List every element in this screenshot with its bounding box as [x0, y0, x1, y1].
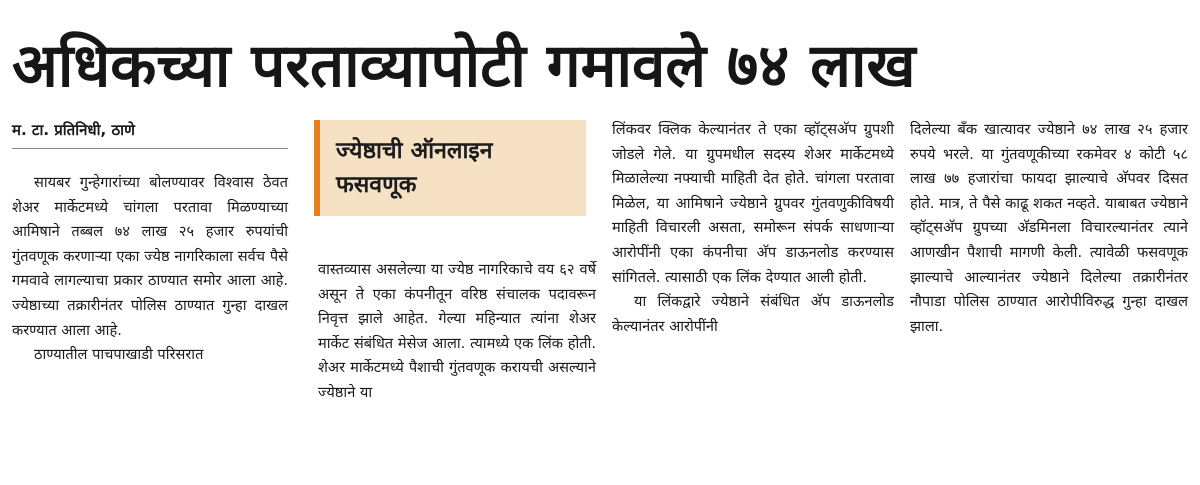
subheading-box [314, 120, 586, 216]
headline: अधिकच्या परताव्यापोटी गमावले ७४ लाख [12, 31, 916, 101]
column-2-paragraph-1: वास्तव्यास असलेल्या या ज्येष्ठ नागरिकाचे वय ६२ वर्षे असून ते एका कंपनीतून वरिष्ठ संचालक पदावरून निवृत्त झाले आहेत. गेल्या महिन्यात त्यांना शेअर मार्केट संबंधित मेसेज आला. त्यामध्ये एक लिंक होती. शेअर मार्केटमध्ये पैशाची गुंतवणूक करायची असल्याने ज्येष्ठाने या [318, 261, 596, 401]
column-4-paragraph-1: दिलेल्या बँक खात्यावर ज्येष्ठाने ७४ लाख २५ हजार रुपये भरले. या गुंतवणूकीच्या रकमेवर ४ कोटी ५८ लाख ७७ हजारांचा फायदा झाल्याचे अ‍ॅपवर दिसत होते. मात्र, ते पैसे काढू शकत नव्हते. याबाबत ज्येष्ठाने व्हॉट्सअ‍ॅप ग्रुपच्या अ‍ॅडमिनला विचारल्यानंतर त्याने आणखीन पैशाची मागणी केली. त्यावेळी फसवणूक झाल्याचे आल्यानंतर ज्येष्ठाने दिलेल्या तक्रारीनंतर नौपाडा पोलिस ठाण्यात आरोपीविरुद्ध गुन्हा दाखल झाला. [910, 121, 1188, 335]
article-column-3 [612, 118, 894, 339]
column-3-paragraph-2: या लिंकद्वारे ज्येष्ठाने संबंधित अ‍ॅप डाऊनलोड केल्यानंतर आरोपींनी [612, 293, 894, 335]
subheading-line-1: ज्येष्ठाची ऑनलाइन [336, 138, 493, 164]
article-column-4 [910, 118, 1188, 339]
byline: म. टा. प्रतिनिधी, ठाणे [12, 118, 288, 149]
subheading-line-2: फसवणूक [336, 172, 417, 198]
column-1-paragraph-1: सायबर गुन्हेगारांच्या बोलण्यावर विश्वास ठेवत शेअर मार्केटमध्ये चांगला परतावा मिळण्याच्या आमिषाने तब्बल ७४ लाख २५ हजार रुपयांची गुंतवणूक करणाऱ्या एका ज्येष्ठ नागरिकाला सर्वच पैसे गमवावे लागल्याचा प्रकार ठाण्यात समोर आला आहे. ज्येष्ठाच्या तक्रारीनंतर पोलिस ठाण्यात गुन्हा दाखल करण्यात आला आहे. [12, 174, 288, 339]
article-column-1 [12, 118, 288, 368]
article-column-2 [318, 258, 596, 406]
column-1-paragraph-2: ठाण्यातील पाचपाखाडी परिसरात [34, 346, 204, 364]
column-3-paragraph-1: लिंकवर क्लिक केल्यानंतर ते एका व्हॉट्सअ‍ॅप ग्रुपशी जोडले गेले. या ग्रुपमधील सदस्य शेअर मार्केटमध्ये मिळालेल्या नफ्याची माहिती देत होते. चांगला परतावा मिळेल, या आमिषाने ज्येष्ठाने ग्रुपवर गुंतवणुकीविषयी माहिती विचारली असता, समोरून संपर्क साधणाऱ्या आरोपींनी एका कंपनीचा अ‍ॅप डाऊनलोड करण्यास सांगितले. त्यासाठी एक लिंक देण्यात आली होती. [612, 121, 894, 286]
